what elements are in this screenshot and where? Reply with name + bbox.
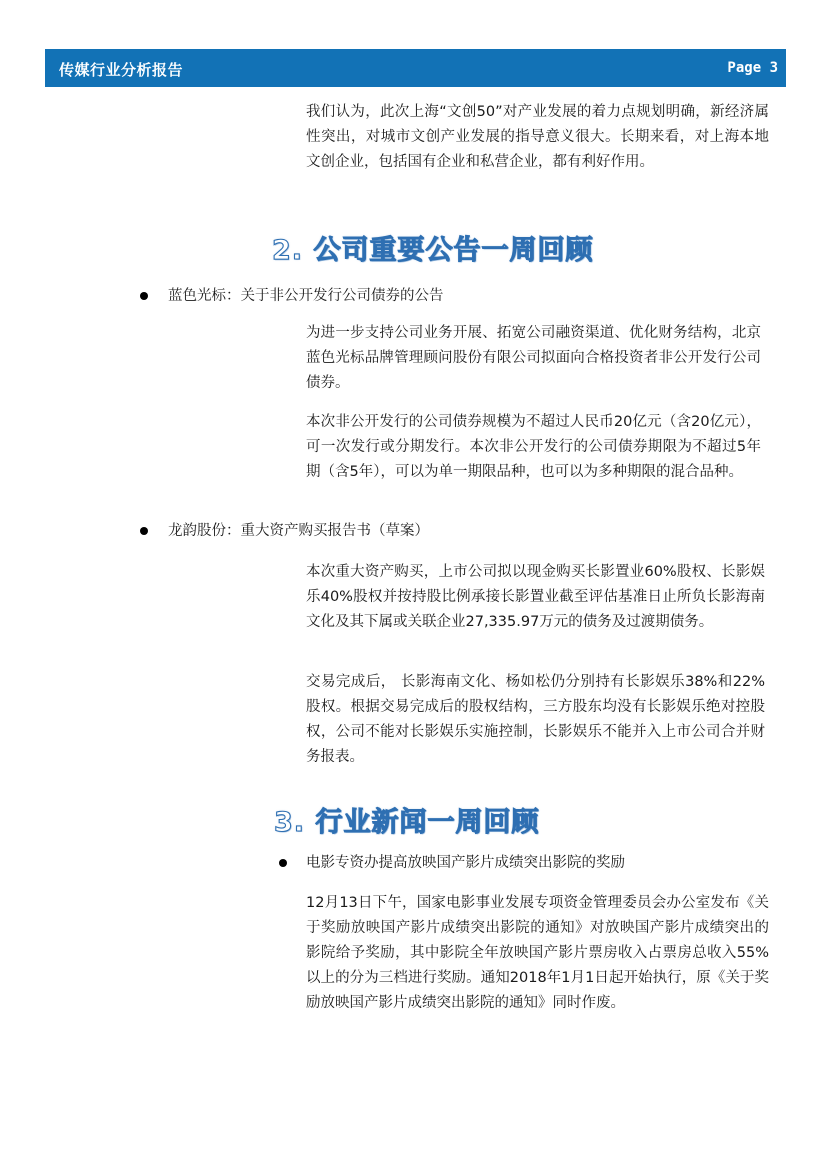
- page-number: Page 3: [727, 60, 778, 76]
- news-label: 电影专资办提高放映国产影片成绩突出影院的奖励: [306, 855, 625, 871]
- bullet-dot-icon: [279, 859, 287, 867]
- announcement-paragraph: 为进一步支持公司业务开展、拓宽公司融资渠道、优化财务结构，北京蓝色光标品牌管理顾问股份有限公司拟面向合格投资者非公开发行公司债券。: [306, 325, 761, 391]
- announcement-label: 龙韵股份：重大资产购买报告书（草案）: [168, 523, 429, 539]
- announcement-label: 蓝色光标：关于非公开发行公司债券的公告: [168, 288, 444, 304]
- intro-paragraph: 我们认为，此次上海“文创50”对产业发展的着力点规划明确，新经济属性突出，对城市文创产业发展的指导意义很大。长期来看，对上海本地文创企业，包括国有企业和私营企业，都有利好作用。: [306, 104, 769, 170]
- bullet-dot-icon: [140, 292, 148, 300]
- report-title: 传媒行业分析报告: [59, 61, 184, 79]
- announcement-paragraph: 本次非公开发行的公司债券规模为不超过人民币20亿元（含20亿元），可一次发行或分期发行。本次非公开发行的公司债券期限为不超过5年期（含5年），可以为单一期限品种，也可以为多种期限的混合品种。: [306, 414, 761, 480]
- section-3-title: 3. 行业新闻一周回顾: [274, 807, 540, 838]
- report-header-bar: [45, 49, 786, 87]
- announcement-paragraph: 交易完成后， 长影海南文化、杨如松仍分别持有长影娱乐38%和22%股权。根据交易完成后的股权结构，三方股东均没有长影娱乐绝对控股权，公司不能对长影娱乐实施控制，长影娱乐不能并入上市公司合并财务报表。: [306, 674, 765, 765]
- news-paragraph: 12月13日下午，国家电影事业发展专项资金管理委员会办公室发布《关于奖励放映国产影片成绩突出影院的通知》对放映国产影片成绩突出的影院给予奖励，其中影院全年放映国产影片票房收入占票房总收入55%以上的分为三档进行奖励。通知2018年1月1日起开始执行，原《关于奖励放映国产影片成绩突出影院的通知》同时作废。: [306, 895, 769, 1011]
- section-2-title: 2. 公司重要公告一周回顾: [272, 235, 594, 266]
- announcement-paragraph: 本次重大资产购买，上市公司拟以现金购买长影置业60%股权、长影娱乐40%股权并按持股比例承接长影置业截至评估基准日止所负长影海南文化及其下属或关联企业27,335.97万元的债务及过渡期债务。: [306, 564, 765, 630]
- bullet-dot-icon: [140, 527, 148, 535]
